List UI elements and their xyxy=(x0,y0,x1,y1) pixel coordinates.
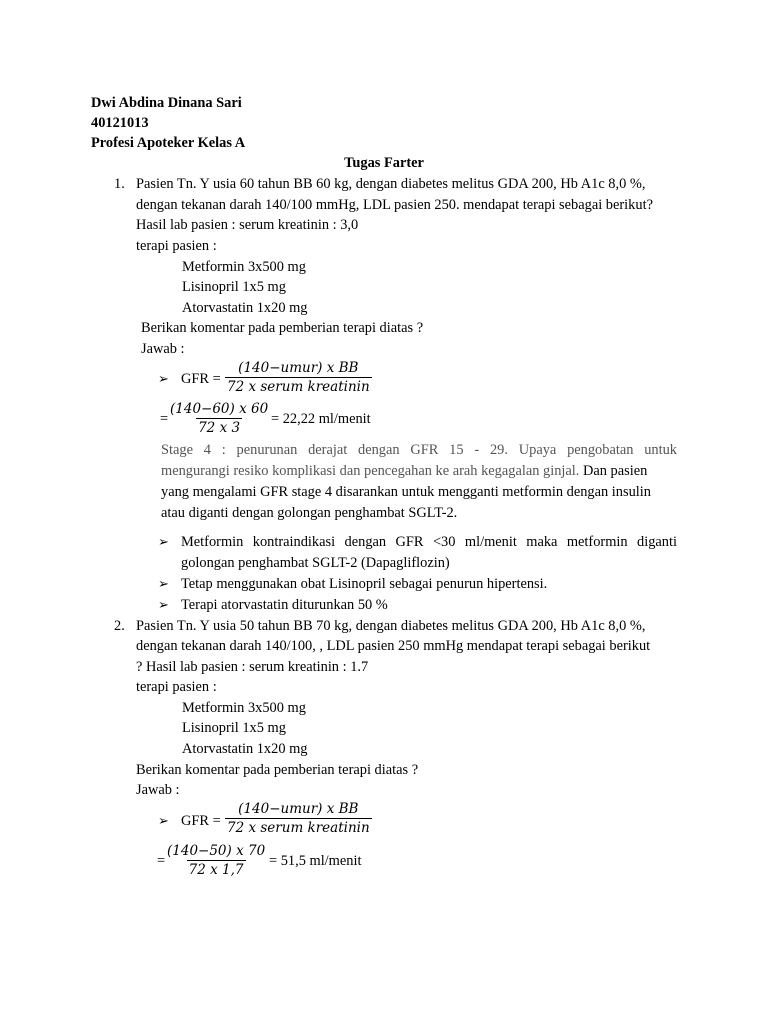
q2-calc-numerator: (140−50) x 70 xyxy=(167,843,266,859)
q2-calc-denominator: 72 x 1,7 xyxy=(188,862,244,878)
arrow-bullet-icon: ➢ xyxy=(158,597,169,612)
q2-result: = 51,5 ml/menit xyxy=(269,853,362,869)
q1-stage-line1: Stage 4 : penurunan derajat dengan GFR 15 - 29. Upaya pengobatan untuk xyxy=(161,442,677,458)
arrow-bullet-icon: ➢ xyxy=(158,813,169,828)
q2-line1: Pasien Tn. Y usia 50 tahun BB 70 kg, dengan diabetes melitus GDA 200, Hb A1c 8,0 %, xyxy=(136,618,646,634)
arrow-bullet-icon: ➢ xyxy=(158,371,169,386)
q1-lab: Hasil lab pasien : serum kreatinin : 3,0 xyxy=(136,217,359,233)
q1-formula-denominator: 72 x serum kreatinin xyxy=(227,379,370,395)
q1-gfr-formula xyxy=(225,360,372,395)
author-name: Dwi Abdina Dinana Sari xyxy=(91,95,242,111)
q1-drug-lisinopril: Lisinopril 1x5 mg xyxy=(182,279,286,295)
q2-drug-atorvastatin: Atorvastatin 1x20 mg xyxy=(182,741,308,757)
q2-equals: = xyxy=(157,853,166,869)
q1-gfr-label: GFR = xyxy=(181,371,221,387)
q2-answer-label: Jawab : xyxy=(136,782,180,798)
q1-equals: = xyxy=(160,411,169,427)
q2-line3: ? Hasil lab pasien : serum kreatinin : 1.7 xyxy=(136,659,369,675)
q1-number: 1. xyxy=(114,176,125,192)
q1-line2: dengan tekanan darah 140/100 mmHg, LDL pasien 250. mendapat terapi sebagai berikut? xyxy=(136,197,653,213)
q2-line2: dengan tekanan darah 140/100, , LDL pasien 250 mmHg mendapat terapi sebagai berikut xyxy=(136,638,651,654)
q2-formula-numerator: (140−umur) x BB xyxy=(238,801,359,817)
arrow-bullet-icon: ➢ xyxy=(158,576,169,591)
q1-stage-line4: atau diganti dengan golongan penghambat SGLT-2. xyxy=(161,505,458,521)
q1-calc-numerator: (140−60) x 60 xyxy=(170,401,269,417)
q2-drug-lisinopril: Lisinopril 1x5 mg xyxy=(182,720,286,736)
q2-question: Berikan komentar pada pemberian terapi diatas ? xyxy=(136,762,419,778)
q1-stage-line2b: Dan pasien xyxy=(579,463,648,479)
student-id: 40121013 xyxy=(91,115,149,131)
q1-stage-line2 xyxy=(161,462,647,480)
q1-bullet1-line2: golongan penghambat SGLT-2 (Dapagliflozin) xyxy=(181,555,450,571)
q2-gfr-formula xyxy=(225,801,372,836)
q2-drug-metformin: Metformin 3x500 mg xyxy=(182,700,306,716)
q2-formula-denominator: 72 x serum kreatinin xyxy=(227,820,370,836)
q1-line1: Pasien Tn. Y usia 60 tahun BB 60 kg, dengan diabetes melitus GDA 200, Hb A1c 8,0 %, xyxy=(136,176,646,192)
q1-question: Berikan komentar pada pemberian terapi diatas ? xyxy=(141,320,424,336)
q1-bullet3: Terapi atorvastatin diturunkan 50 % xyxy=(181,597,388,613)
q1-stage-line2a: mengurangi resiko komplikasi dan pencegahan ke arah kegagalan ginjal. xyxy=(161,463,580,479)
q1-formula-numerator: (140−umur) x BB xyxy=(238,360,359,376)
document-title: Tugas Farter xyxy=(344,155,424,171)
q1-stage-line3: yang mengalami GFR stage 4 disarankan untuk mengganti metformin dengan insulin xyxy=(161,484,651,500)
program-class: Profesi Apoteker Kelas A xyxy=(91,135,246,151)
arrow-bullet-icon: ➢ xyxy=(158,534,169,549)
q1-bullet1-line1: Metformin kontraindikasi dengan GFR <30 ml/menit maka metformin diganti xyxy=(181,534,677,550)
q1-drug-atorvastatin: Atorvastatin 1x20 mg xyxy=(182,300,308,316)
q2-therapy-label: terapi pasien : xyxy=(136,679,217,695)
q2-number: 2. xyxy=(114,618,125,634)
q1-gfr-calculation xyxy=(168,401,270,436)
q1-answer-label: Jawab : xyxy=(141,341,185,357)
q2-gfr-label: GFR = xyxy=(181,813,221,829)
q1-drug-metformin: Metformin 3x500 mg xyxy=(182,259,306,275)
q1-result: = 22,22 ml/menit xyxy=(271,411,371,427)
q1-calc-denominator: 72 x 3 xyxy=(198,420,241,436)
q1-therapy-label: terapi pasien : xyxy=(136,238,217,254)
q1-bullet2: Tetap menggunakan obat Lisinopril sebagai penurun hipertensi. xyxy=(181,576,548,592)
q2-gfr-calculation xyxy=(165,843,267,878)
